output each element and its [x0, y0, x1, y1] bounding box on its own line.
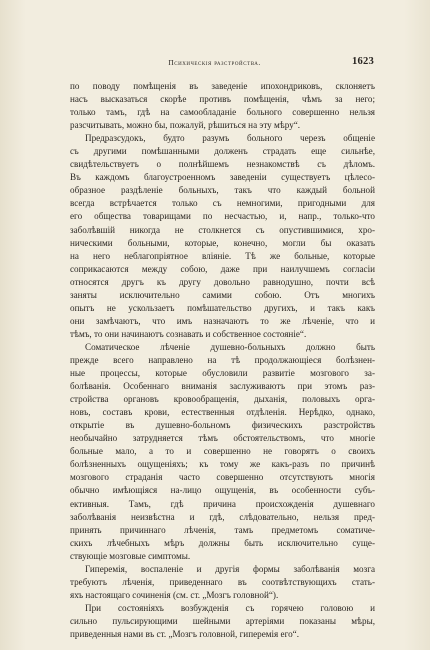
text-line: насъ высказаться скорѣе противъ помѣщенiя, чѣмъ за него; [70, 94, 375, 105]
text-line: по поводу помѣщенiя въ заведенiе ипохондриковъ, склоняетъ [70, 81, 375, 91]
page-header [70, 57, 374, 71]
text-line: При состоянiяхъ возбужденiя съ горячею головою и [85, 602, 375, 613]
text-line: ные процессы, которые обусловили развитiе мозгового за- [70, 368, 375, 379]
page-number: 1623 [352, 56, 374, 67]
text-line: сильно пульсирующими шейными артерiями показаны мѣры, [70, 615, 375, 626]
text-line: необычайно затрудняется тѣмъ обстоятельствомъ, что многiе [70, 433, 375, 444]
text-line: прежде всего направлено на тѣ продолжающiеся болѣзнен- [70, 354, 375, 365]
text-line: заняты исключительно самими собою. Отъ многихъ [70, 289, 375, 300]
running-head: Психическiя разстройства. [168, 58, 261, 67]
text-line: болѣванiя. Особеннаго вниманiя заслуживаютъ при этомъ раз- [70, 381, 375, 392]
text-line: мозгового страданiя часто совершенно отсутствуютъ многiя [70, 472, 375, 483]
text-line: разсчитывать, можно бы, пожалуй, рѣшиться на эту мѣру“. [70, 120, 301, 131]
text-line: опытъ не ускользаетъ помѣшательство другихъ, и такъ какъ [70, 302, 375, 313]
text-line: больные мало, а то и совершенно не говорятъ о своихъ [70, 446, 375, 457]
text-line: Предразсудокъ, будто разумъ больного черезъ общенiе [85, 133, 375, 144]
text-line: Въ каждомъ благоустроенномъ заведенiи существуетъ цѣлесо- [70, 172, 375, 183]
text-line: скихъ лѣчебныхъ мѣръ должны быть исключительно суще- [70, 537, 375, 548]
text-line: они замѣчаютъ, что имъ назначаютъ то же лѣченiе, что и [70, 315, 375, 326]
text-line: свидѣтельствуетъ о полнѣйшемъ незнакомствѣ съ дѣломъ. [70, 159, 375, 170]
text-line: образное раздѣленiе больныхъ, такъ что каждый больной [70, 185, 375, 196]
text-line: всегда встрѣчается только съ немногими, пригодными для [70, 198, 375, 209]
text-line: ствующiе мозговые симптомы. [70, 550, 191, 561]
text-line: болѣзненныхъ ощущенiяхъ; къ тому же какъ-разъ по причинѣ [70, 459, 375, 470]
text-line: соприкасаются между собою, даже при наилучшемъ согласiи [70, 263, 375, 274]
text-line: относятся другъ къ другу довольно равнодушно, почти всѣ [70, 276, 375, 287]
text-line: принять причиннаго лѣченiя, тамъ предметомъ соматиче- [70, 524, 375, 535]
text-line: обычно имѣющiяся на-лицо ощущенiя, въ особенности субъ- [70, 485, 375, 496]
text-line: тѣмъ, то они начинаютъ сознавать и собственное состоянiе“. [70, 328, 307, 339]
text-line: требуютъ лѣченiя, приведеннаго въ соотвѣтствующихъ стать- [70, 576, 375, 587]
text-line: приведенныя нами въ ст. „Мозгъ головной, гиперемiя его“. [70, 628, 299, 639]
text-line: заболѣванiя неизвѣстна и гдѣ, слѣдовательно, нельзя пред- [70, 511, 375, 522]
text-line: яхъ настоящаго сочиненiя (см. ст. „Мозгъ головной“). [70, 589, 279, 600]
text-line: стройства органовъ кровообращенiя, дыханiя, половыхъ орга- [70, 394, 375, 405]
body-text [70, 80, 375, 641]
text-line: новъ, составъ крови, естественныя отдѣленiя. Нерѣдко, однако, [70, 407, 375, 418]
text-line: открытiе въ душевно-больномъ физическихъ разстройствъ [70, 420, 375, 431]
text-line: заболѣвшiй никогда не столкнется съ опустившимися, хро- [70, 224, 375, 235]
text-line: только тамъ, гдѣ на самообладанiе больного совершенно нельзя [70, 107, 375, 118]
text-line: Гиперемiя, воспаленiе и другiя формы заболѣванiя мозга [85, 563, 375, 574]
text-line: ническими больными, которые, конечно, могли бы оказать [70, 237, 375, 248]
text-line: его общества товарищами по несчастью, и, напр., только-что [70, 211, 375, 222]
text-line: съ другими помѣшанными долженъ страдать еще сильнѣе, [70, 146, 375, 157]
text-line: Соматическое лѣченiе душевно-больныхъ должно быть [85, 341, 375, 352]
text-line: на него неблагопрiятное влiянiе. Тѣ же больные, которые [70, 250, 375, 261]
text-line: ективныя. Тамъ, гдѣ причина происхожденiя душевнаго [70, 498, 375, 509]
